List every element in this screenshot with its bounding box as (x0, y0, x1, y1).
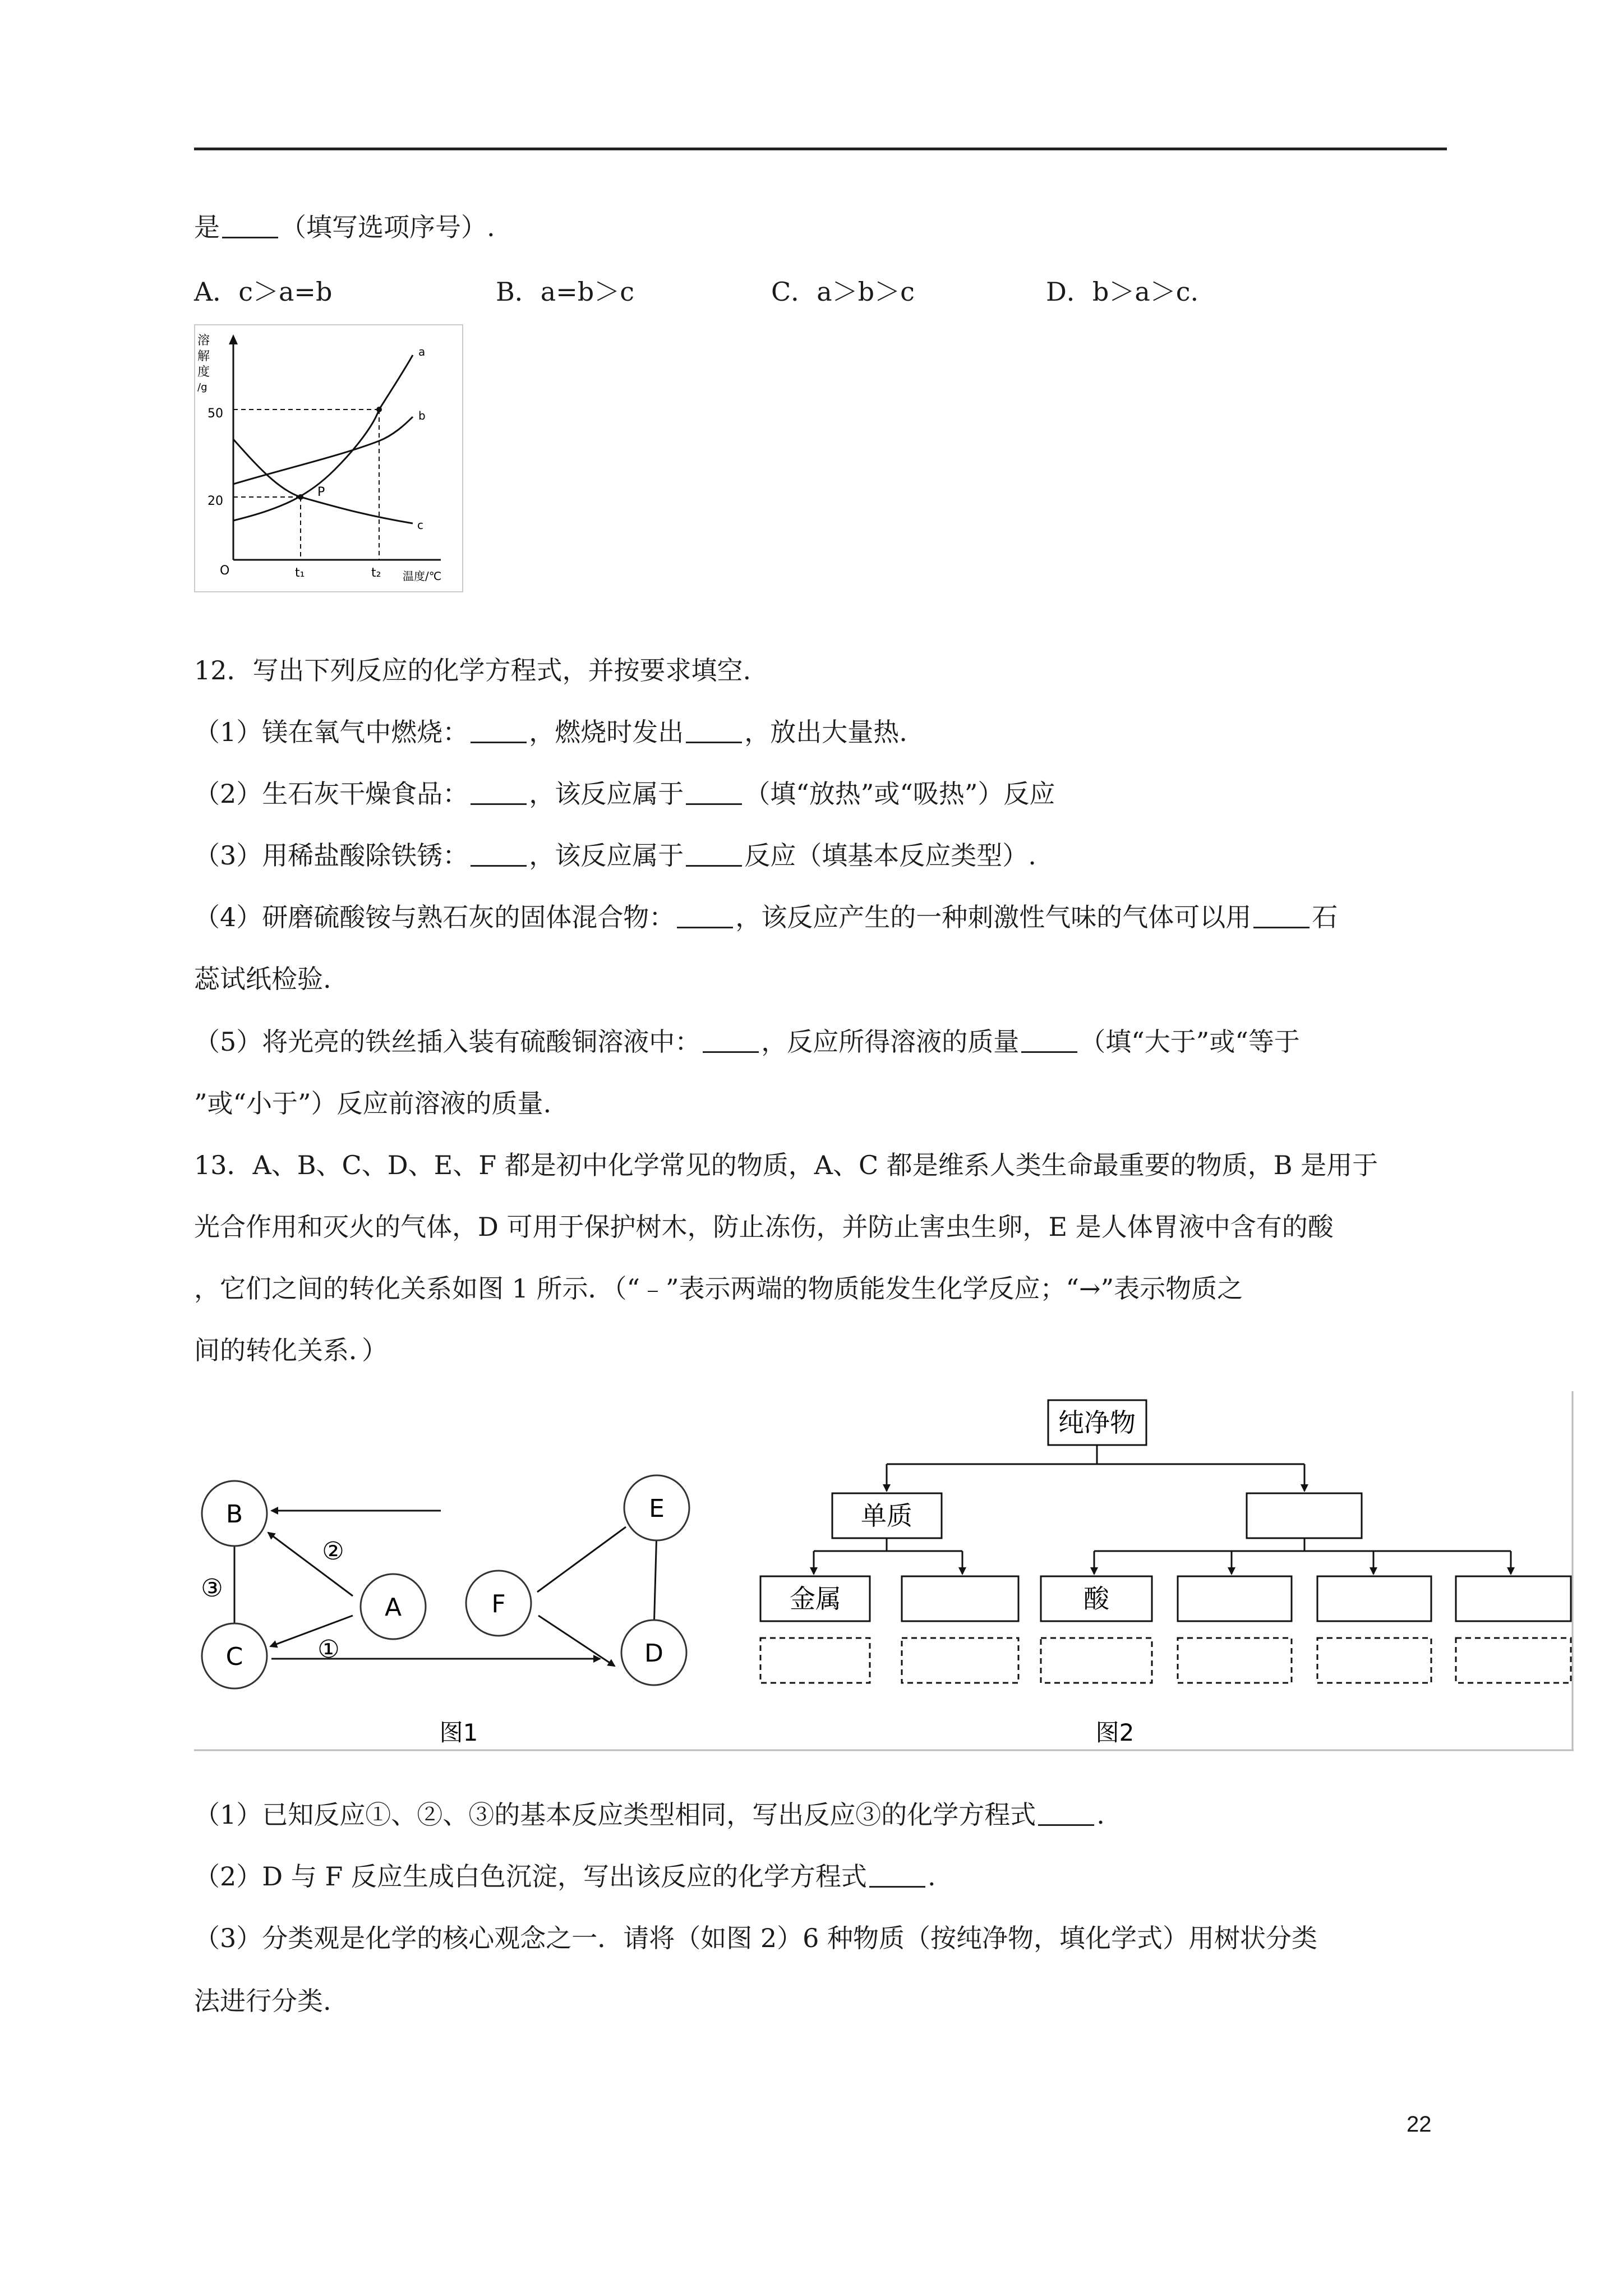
answer-blank[interactable] (1021, 1029, 1077, 1053)
answer-blank[interactable] (869, 1864, 925, 1888)
answer-box-3[interactable] (1041, 1638, 1152, 1683)
tick-20: 20 (208, 494, 223, 508)
answer-blank[interactable] (686, 781, 742, 805)
tick-50: 50 (208, 407, 223, 421)
curve-label-a: a (418, 345, 426, 358)
node-e-label: E (649, 1494, 665, 1523)
tick-t1: t₁ (295, 566, 305, 580)
q12-part2: （2）生石灰干燥食品： ，该反应属于 （填“放热”或“吸热”）反应 (194, 779, 1055, 809)
ylabel-1: 溶 (197, 334, 210, 348)
figure-2 (760, 1400, 1571, 1746)
xlabel: 温度/℃ (403, 569, 442, 583)
option-c: C．a＞b＞c (771, 277, 915, 307)
mark-1: ① (317, 1635, 340, 1664)
figure-panel (194, 1391, 1574, 1756)
q12-part5-cont: ”或“小于”）反应前溶液的质量. (194, 1088, 552, 1119)
answer-blank[interactable] (471, 719, 527, 743)
q13-sub1: （1）已知反应①、②、③的基本反应类型相同，写出反应③的化学方程式 . (194, 1800, 1105, 1830)
page-number: 22 (1407, 2112, 1432, 2137)
fig1-caption: 图1 (439, 1719, 478, 1746)
mark-3: ③ (201, 1574, 223, 1603)
node-a-label: A (384, 1593, 402, 1622)
curve-label-c: c (417, 518, 423, 532)
answer-box-6[interactable] (1456, 1638, 1571, 1683)
answer-blank[interactable] (471, 843, 527, 867)
fig2-caption: 图2 (1095, 1719, 1135, 1746)
option-d: D．b＞a＞c. (1046, 277, 1199, 307)
point-p-label: P (317, 485, 325, 499)
answer-box-1[interactable] (760, 1638, 870, 1683)
q13-line1: 13．A、B、C、D、E、F 都是初中化学常见的物质，A、C 都是维系人类生命最重要的物质，B 是用于 (194, 1150, 1378, 1180)
solubility-graph (194, 324, 463, 592)
ylabel-2: 解 (197, 349, 210, 364)
answer-blank[interactable] (222, 214, 278, 238)
answer-blank[interactable] (686, 843, 742, 867)
node-c-label: C (225, 1642, 243, 1671)
tick-t2: t₂ (371, 566, 381, 580)
node-b-label: B (225, 1500, 243, 1529)
q11-tail: 是 （填写选项序号）. (194, 212, 495, 242)
option-b: B．a=b＞c (496, 277, 634, 307)
ylabel-3: 度 (197, 365, 210, 379)
box-compound-blank (1247, 1493, 1362, 1538)
q13-sub2: （2）D 与 F 反应生成白色沉淀，写出该反应的化学方程式 . (194, 1861, 936, 1892)
answer-blank[interactable] (703, 1029, 759, 1053)
q13-line2: 光合作用和灭火的气体，D 可用于保护树木，防止冻伤，并防止害虫生卵，E 是人体胃液中含有的酸 (194, 1212, 1334, 1242)
answer-box-4[interactable] (1178, 1638, 1292, 1683)
figure-1 (201, 1475, 689, 1746)
q12-part4: （4）研磨硫酸铵与熟石灰的固体混合物： ，该反应产生的一种刺激性气味的气体可以用 石 (194, 902, 1338, 932)
node-f-label: F (491, 1590, 506, 1618)
point-a-t2 (376, 407, 382, 412)
answer-blank[interactable] (471, 781, 527, 805)
q12-part4-cont: 蕊试纸检验. (194, 964, 331, 994)
q13-sub3-cont: 法进行分类. (194, 1986, 331, 2016)
answer-blank[interactable] (686, 719, 742, 743)
q13-line3: ，它们之间的转化关系如图 1 所示．（“﹣”表示两端的物质能发生化学反应；“→”表示物质之 (194, 1273, 1243, 1304)
point-p (298, 494, 303, 500)
q13-line4: 间的转化关系．） (194, 1335, 388, 1365)
answer-blank[interactable] (1253, 904, 1310, 928)
box-pure-substance-label: 纯净物 (1058, 1407, 1136, 1438)
box-blank-2 (902, 1576, 1018, 1621)
ylabel-4: /g (197, 381, 208, 393)
box-metal-label: 金属 (790, 1584, 841, 1614)
node-d-label: D (644, 1639, 663, 1668)
mark-2: ② (322, 1537, 344, 1566)
answer-blank[interactable] (677, 904, 733, 928)
box-element-label: 单质 (861, 1501, 912, 1531)
origin-label: O (220, 564, 230, 578)
q12-part1: （1）镁在氧气中燃烧： ，燃烧时发出 ，放出大量热. (194, 717, 907, 747)
option-a: A．c＞a=b (194, 277, 333, 307)
q12-part5: （5）将光亮的铁丝插入装有硫酸铜溶液中： ，反应所得溶液的质量 （填“大于”或“等于 (194, 1027, 1300, 1057)
box-blank-6 (1456, 1576, 1571, 1621)
header-rule (194, 148, 1447, 150)
answer-blank[interactable] (1038, 1802, 1094, 1826)
box-blank-4 (1178, 1576, 1292, 1621)
q12-part3: （3）用稀盐酸除铁锈： ，该反应属于 反应（填基本反应类型）. (194, 840, 1036, 871)
box-acid-label: 酸 (1083, 1584, 1109, 1614)
q13-sub3: （3）分类观是化学的核心观念之一．请将（如图 2）6 种物质（按纯净物，填化学式）用树状分类 (194, 1923, 1318, 1953)
box-blank-5 (1317, 1576, 1431, 1621)
answer-box-2[interactable] (902, 1638, 1018, 1683)
curve-label-b: b (418, 409, 426, 422)
answer-box-5[interactable] (1317, 1638, 1431, 1683)
q12-title: 12．写出下列反应的化学方程式，并按要求填空. (194, 655, 751, 685)
